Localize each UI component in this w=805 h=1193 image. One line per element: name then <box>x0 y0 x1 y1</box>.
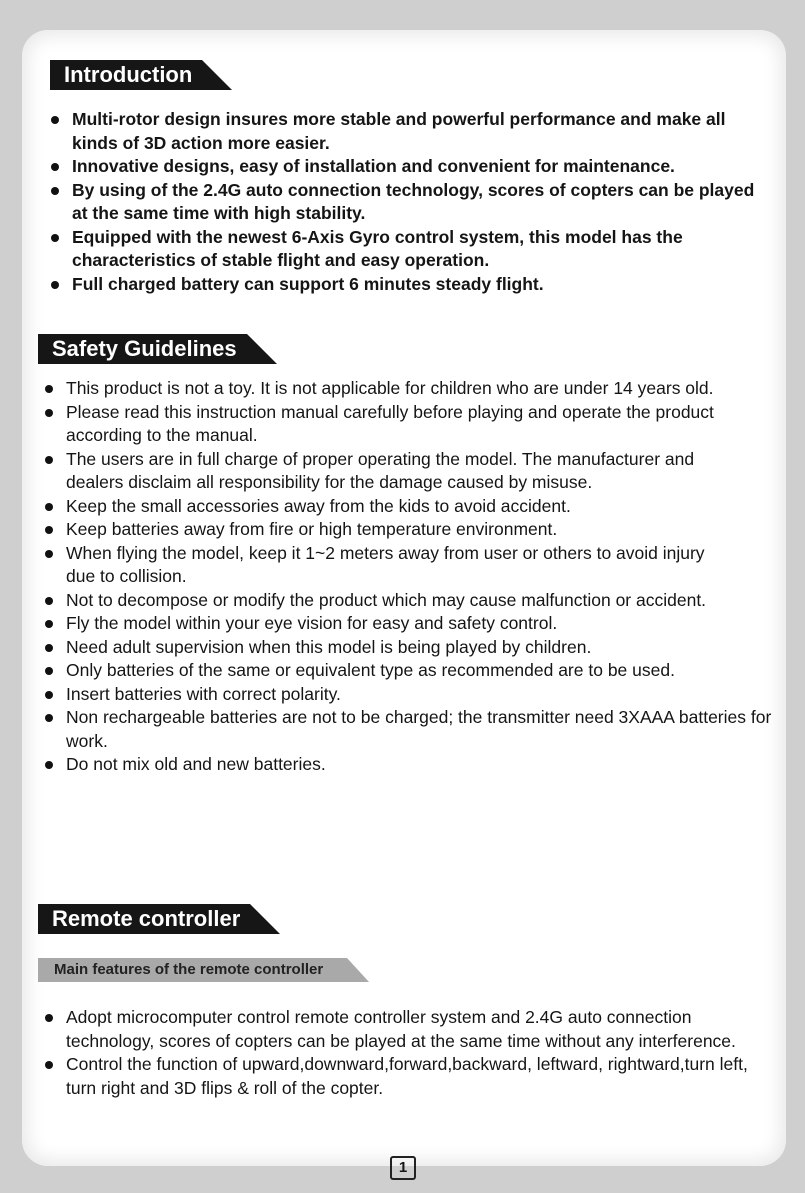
bullet-icon <box>45 761 53 769</box>
bullet-icon <box>51 116 59 124</box>
bullet-icon <box>51 234 59 242</box>
list-item: Control the function of upward,downward,forward,backward, leftward, rightward,turn left, turn right and 3D flips & roll of the copter. <box>36 1053 764 1100</box>
bullet-icon <box>45 526 53 534</box>
remote-features-list <box>36 1006 764 1100</box>
bullet-icon <box>45 620 53 628</box>
list-item: Please read this instruction manual carefully before playing and operate the product according to the manual. <box>36 401 774 448</box>
safety-heading-label: Safety Guidelines <box>38 334 247 364</box>
introduction-heading <box>50 60 232 90</box>
page-number: 1 <box>390 1156 416 1180</box>
list-item: When flying the model, keep it 1~2 meters away from user or others to avoid injury due to collision. <box>36 542 774 589</box>
bullet-icon <box>45 385 53 393</box>
bullet-icon <box>45 667 53 675</box>
list-item: Equipped with the newest 6-Axis Gyro control system, this model has the characteristics of stable flight and easy operation. <box>42 226 774 273</box>
remote-subheading-label: Main features of the remote controller <box>38 958 347 982</box>
list-item: Full charged battery can support 6 minutes steady flight. <box>42 273 774 297</box>
bullet-icon <box>45 691 53 699</box>
remote-heading-label: Remote controller <box>38 904 250 934</box>
list-item: Keep batteries away from fire or high temperature environment. <box>36 518 774 542</box>
list-item: This product is not a toy. It is not applicable for children who are under 14 years old. <box>36 377 774 401</box>
bullet-icon <box>45 503 53 511</box>
manual-page <box>22 30 786 1176</box>
list-item: Innovative designs, easy of installation and convenient for maintenance. <box>42 155 774 179</box>
bullet-icon <box>45 550 53 558</box>
bullet-icon <box>51 163 59 171</box>
introduction-heading-label: Introduction <box>50 60 202 90</box>
list-item: Do not mix old and new batteries. <box>36 753 774 777</box>
list-item: Only batteries of the same or equivalent type as recommended are to be used. <box>36 659 774 683</box>
list-item: Keep the small accessories away from the kids to avoid accident. <box>36 495 774 519</box>
list-item: Fly the model within your eye vision for easy and safety control. <box>36 612 774 636</box>
bullet-icon <box>45 714 53 722</box>
list-item: The users are in full charge of proper operating the model. The manufacturer and dealers disclaim all responsibility for the damage caused by misuse. <box>36 448 774 495</box>
safety-list <box>36 377 774 777</box>
bullet-icon <box>45 409 53 417</box>
bullet-icon <box>45 644 53 652</box>
list-item: Need adult supervision when this model is being played by children. <box>36 636 774 660</box>
remote-subheading <box>38 958 369 982</box>
list-item: Adopt microcomputer control remote controller system and 2.4G auto connection technology, scores of copters can be played at the same time without any interference. <box>36 1006 764 1053</box>
list-item: Not to decompose or modify the product which may cause malfunction or accident. <box>36 589 774 613</box>
remote-heading <box>38 904 280 934</box>
bullet-icon <box>45 597 53 605</box>
introduction-list <box>42 108 774 296</box>
list-item: Insert batteries with correct polarity. <box>36 683 774 707</box>
list-item: Multi-rotor design insures more stable and powerful performance and make all kinds of 3D action more easier. <box>42 108 774 155</box>
list-item: Non rechargeable batteries are not to be charged; the transmitter need 3XAAA batteries for work. <box>36 706 774 753</box>
bullet-icon <box>45 1061 53 1069</box>
safety-heading <box>38 334 277 364</box>
bullet-icon <box>45 1014 53 1022</box>
bullet-icon <box>51 281 59 289</box>
bullet-icon <box>51 187 59 195</box>
list-item: By using of the 2.4G auto connection technology, scores of copters can be played at the same time with high stability. <box>42 179 774 226</box>
bullet-icon <box>45 456 53 464</box>
